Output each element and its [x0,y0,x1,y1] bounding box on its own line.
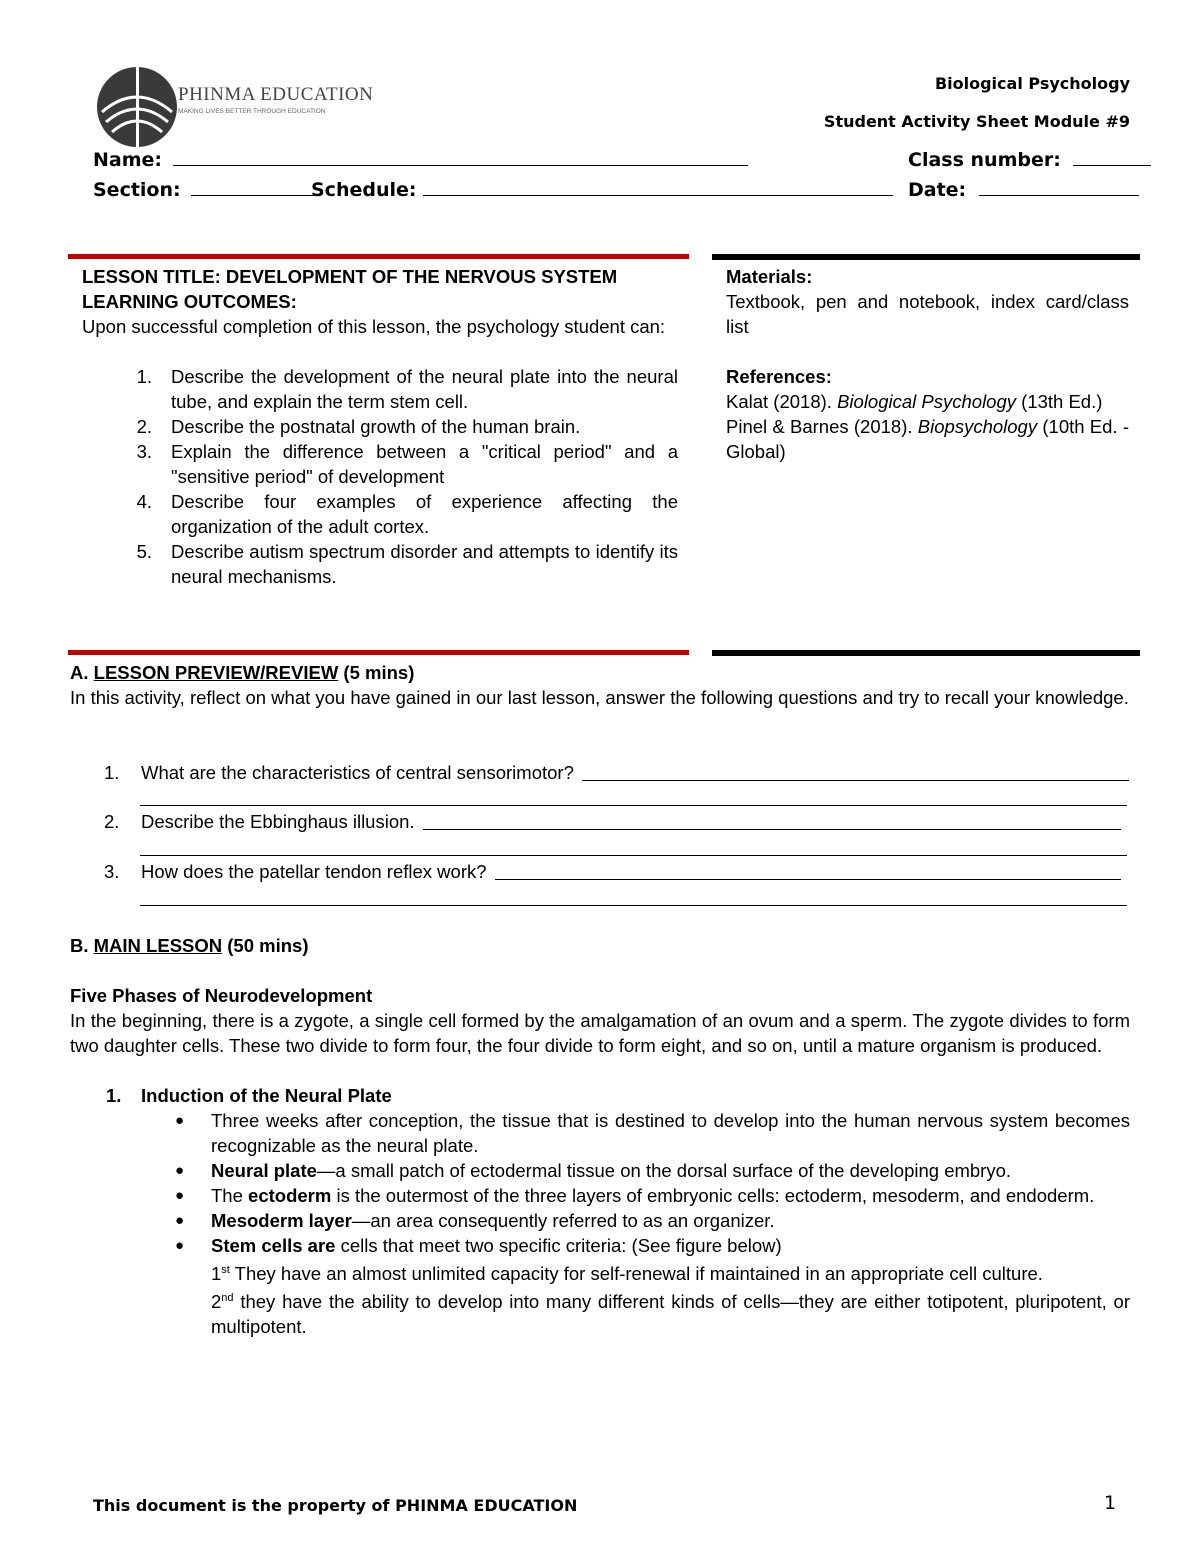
lesson-title: LESSON TITLE: DEVELOPMENT OF THE NERVOUS SYSTEM [82,266,618,287]
section-b-time: (50 mins) [222,935,309,956]
definition-ectoderm: is the outermost of the three layers of embryonic cells: ectoderm, mesoderm, and endoderm. [331,1185,1095,1206]
logo-tagline: MAKING LIVES BETTER THROUGH EDUCATION [178,108,326,115]
answer-line[interactable] [423,809,1121,830]
term-stem-cells: Stem cells are [211,1235,336,1256]
reference-2-title: Biopsychology [917,416,1038,437]
logo-emblem-icon [92,62,182,152]
reference-2-edition: (10th Ed. - Global) [726,416,1129,462]
bullet-prefix: The [211,1185,249,1206]
page-number: 1 [1104,1492,1117,1514]
question-text: What are the characteristics of central sensorimotor? [141,762,574,783]
outcome-item [82,539,678,589]
materials-text: Textbook, pen and notebook, index card/class list [726,291,1129,337]
section-b [70,933,1130,1339]
outcome-text: Describe the development of the neural plate into the neural tube, and explain the term stem cell. [171,366,678,412]
reference-1-edition: (13th Ed.) [1016,391,1103,412]
answer-line[interactable] [495,859,1121,880]
bullet-item [141,1108,1130,1158]
term-neural-plate: Neural plate [211,1160,317,1181]
class-number-line [1073,149,1151,166]
outcome-text: Explain the difference between a "critical period" and a "sensitive period" of development [171,441,678,487]
footer-property: This document is the property of PHINMA EDUCATION [93,1496,578,1515]
section-a [70,660,1132,710]
name-field[interactable] [93,149,748,171]
phinma-logo [92,62,374,152]
class-number-field[interactable] [908,149,1151,171]
five-phases-intro: In the beginning, there is a zygote, a single cell formed by the amalgamation of an ovum and a sperm. The zygote divides to form two daughter cells. These two divide to form four, the four divide to form eight, and so on, until a mature organism is produced. [70,1010,1130,1056]
schedule-label: Schedule: [311,179,417,201]
outcome-text: Describe autism spectrum disorder and attempts to identify its neural mechanisms. [171,541,678,587]
question-number: 2. [104,811,120,832]
section-a-letter: A. [70,662,94,683]
criterion-1-number: 1 [211,1263,222,1285]
bullet-icon: ● [175,1212,185,1229]
question-text: Describe the Ebbinghaus illusion. [141,811,415,832]
schedule-field[interactable] [311,179,893,201]
bullet-text [211,1158,1011,1183]
section-b-letter: B. [70,935,94,956]
definition-neural-plate: —a small patch of ectodermal tissue on the dorsal surface of the developing embryo. [316,1160,1012,1181]
bullet-item [141,1183,1130,1208]
criterion-2-ordinal: nd [221,1292,234,1305]
reference-2-author: Pinel & Barnes (2018). [726,416,918,437]
question-2 [104,809,1121,834]
reference-1 [726,389,1129,414]
five-phases-heading: Five Phases of Neurodevelopment [70,985,373,1006]
date-field[interactable] [908,179,1139,201]
question-3 [104,859,1121,884]
section-b-title: MAIN LESSON [93,935,223,956]
outcome-item [82,364,678,414]
logo-name: PHINMA EDUCATION [178,84,374,105]
schedule-line [423,179,893,196]
date-label: Date: [908,179,967,201]
bullet-text [211,1208,775,1233]
reference-2 [726,414,1129,464]
bullet-icon: ● [175,1162,185,1179]
criterion-1-text: They have an almost unlimited capacity for self-renewal if maintained in an appropriate cell culture. [229,1263,1043,1285]
module-title: Student Activity Sheet Module #9 [823,112,1130,131]
section-a-heading [70,660,1132,685]
phase-title: Induction of the Neural Plate [141,1085,392,1106]
outcome-item [82,489,678,539]
answer-line[interactable] [140,905,1127,906]
question-number: 1. [104,762,120,783]
bullet-text: Three weeks after conception, the tissue that is destined to develop into the human nervous system becomes recognizable as the neural plate. [211,1110,1130,1156]
criterion-2-number: 2 [211,1291,222,1313]
definition-stem-cells: cells that meet two specific criteria: (See figure below) [335,1235,782,1256]
materials-box [726,264,1129,464]
bullet-icon: ● [175,1187,185,1204]
outcomes-intro: Upon successful completion of this lesson, the psychology student can: [82,316,666,337]
criterion-2-text: they have the ability to develop into many different kinds of cells—they are either totipotent, pluripotent, or multipotent. [211,1291,1130,1338]
criterion-1-ordinal: st [221,1264,230,1276]
bullet-text [211,1183,1094,1208]
term-ectoderm: ectoderm [248,1185,332,1206]
outcome-number: 1. [136,366,152,387]
definition-mesoderm: —an area consequently referred to as an organizer. [351,1210,775,1231]
answer-line[interactable] [140,855,1127,856]
bullet-item [141,1208,1130,1233]
lesson-box-bottom-rule [68,650,689,655]
term-mesoderm: Mesoderm layer [211,1210,352,1231]
date-line [979,179,1139,196]
outcome-text: Describe four examples of experience affecting the organization of the adult cortex. [171,491,678,537]
bullet-text [211,1233,1130,1339]
lesson-box-top-rule [68,254,689,259]
answer-line[interactable] [140,805,1127,806]
reference-1-title: Biological Psychology [837,391,1017,412]
section-field[interactable] [93,179,317,201]
section-label: Section: [93,179,181,201]
section-a-intro: In this activity, reflect on what you have gained in our last lesson, answer the following questions and try to recall your knowledge. [70,687,1129,708]
materials-heading: Materials: [726,266,813,287]
outcome-item [82,439,678,489]
question-number: 3. [104,861,120,882]
bullet-item [141,1233,1130,1339]
outcomes-list [82,364,678,589]
bullet-icon: ● [175,1112,185,1129]
outcome-text: Describe the postnatal growth of the human brain. [171,416,581,437]
course-title: Biological Psychology [934,74,1130,93]
lesson-box [82,264,678,589]
outcome-number: 3. [136,441,152,462]
materials-box-top-rule [712,254,1140,260]
answer-line[interactable] [582,760,1129,781]
question-1 [104,760,1129,785]
outcome-number: 5. [136,541,152,562]
section-b-heading [70,933,1130,958]
class-number-label: Class number: [908,149,1061,171]
section-line [191,179,317,196]
section-a-title: LESSON PREVIEW/REVIEW [93,662,339,683]
question-text: How does the patellar tendon reflex work? [141,861,487,882]
phase-1-heading [70,1083,1130,1108]
outcome-item [82,414,678,439]
section-a-time: (5 mins) [338,662,415,683]
outcome-number: 4. [136,491,152,512]
bullet-item [141,1158,1130,1183]
materials-box-bottom-rule [712,650,1140,656]
phase-number: 1. [106,1085,122,1106]
bullet-icon: ● [175,1237,185,1254]
outcomes-heading: LEARNING OUTCOMES: [82,291,297,312]
name-label: Name: [93,149,163,171]
references-heading: References: [726,366,832,387]
name-line [173,149,748,166]
outcome-number: 2. [136,416,152,437]
reference-1-author: Kalat (2018). [726,391,838,412]
